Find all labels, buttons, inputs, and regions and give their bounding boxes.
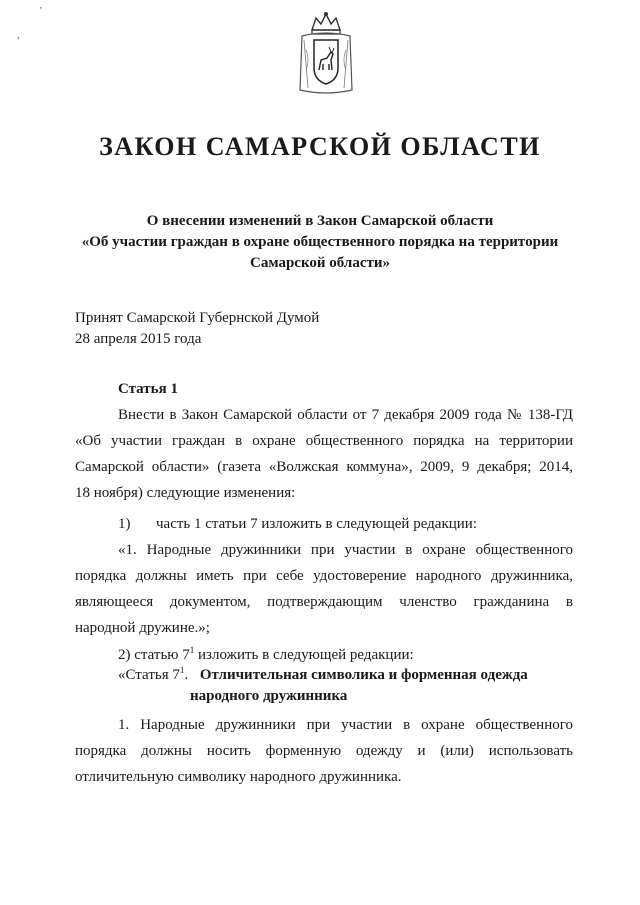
item2-post: изложить в следующей редакции: bbox=[194, 647, 414, 663]
subtitle-line: «Об участии граждан в охране общественного порядка на территории bbox=[81, 234, 559, 250]
law-subtitle bbox=[60, 211, 580, 274]
para-line: отличительную символику народного дружинника. bbox=[75, 769, 402, 785]
adoption-info bbox=[75, 308, 319, 350]
quote-line: народной дружине.»; bbox=[75, 620, 210, 636]
quote-line: порядка должны иметь при себе удостоверение народного дружинника, bbox=[75, 568, 573, 584]
adopted-by: Принят Самарской Губернской Думой bbox=[75, 310, 320, 326]
item2-sup: 1 bbox=[189, 645, 195, 655]
article-7-1-label: «Статья 7 bbox=[118, 667, 180, 683]
scan-speck: , bbox=[17, 30, 20, 41]
amendment-item-1 bbox=[118, 511, 616, 537]
scan-speck: ' bbox=[40, 6, 42, 17]
quote-line: являющееся документом, подтверждающим членство гражданина в bbox=[75, 594, 573, 610]
article-7-1-paragraph bbox=[75, 712, 573, 790]
item-number: 1) bbox=[118, 516, 131, 532]
article-1-intro bbox=[75, 402, 573, 506]
quote-line: «1. Народные дружинники при участии в охране общественного bbox=[118, 542, 573, 558]
article-7-1-dot: . bbox=[184, 667, 189, 683]
intro-line: Внести в Закон Самарской области от 7 декабря 2009 года № 138-ГД bbox=[118, 407, 573, 423]
intro-line: «Об участии граждан в охране общественного порядка на территории bbox=[75, 433, 573, 449]
intro-line: Самарской области» (газета «Волжская коммуна», 2009, 9 декабря; 2014, bbox=[75, 459, 573, 475]
intro-line: 18 ноября) следующие изменения: bbox=[75, 485, 296, 501]
article-7-1-title-line2: народного дружинника bbox=[190, 688, 348, 704]
article-7-1-heading bbox=[118, 665, 528, 707]
law-title: ЗАКОН САМАРСКОЙ ОБЛАСТИ bbox=[99, 132, 541, 161]
para-line: 1. Народные дружинники при участии в охране общественного bbox=[118, 717, 573, 733]
article-7-1-sup: 1 bbox=[179, 665, 185, 675]
item2-pre: 2) статью 7 bbox=[118, 647, 190, 663]
article-1-heading: Статья 1 bbox=[118, 381, 178, 397]
subtitle-line: О внесении изменений в Закон Самарской области bbox=[146, 213, 494, 229]
adoption-date: 28 апреля 2015 года bbox=[75, 331, 202, 347]
item-text: часть 1 статьи 7 изложить в следующей редакции: bbox=[156, 516, 477, 532]
quoted-part-1 bbox=[75, 537, 573, 641]
subtitle-line: Самарской области» bbox=[250, 255, 390, 271]
para-line: порядка должны носить форменную одежду и (или) использовать bbox=[75, 743, 573, 759]
article-7-1-title-line1: Отличительная символика и форменная одежда bbox=[199, 667, 528, 683]
coat-of-arms-emblem bbox=[294, 10, 358, 98]
